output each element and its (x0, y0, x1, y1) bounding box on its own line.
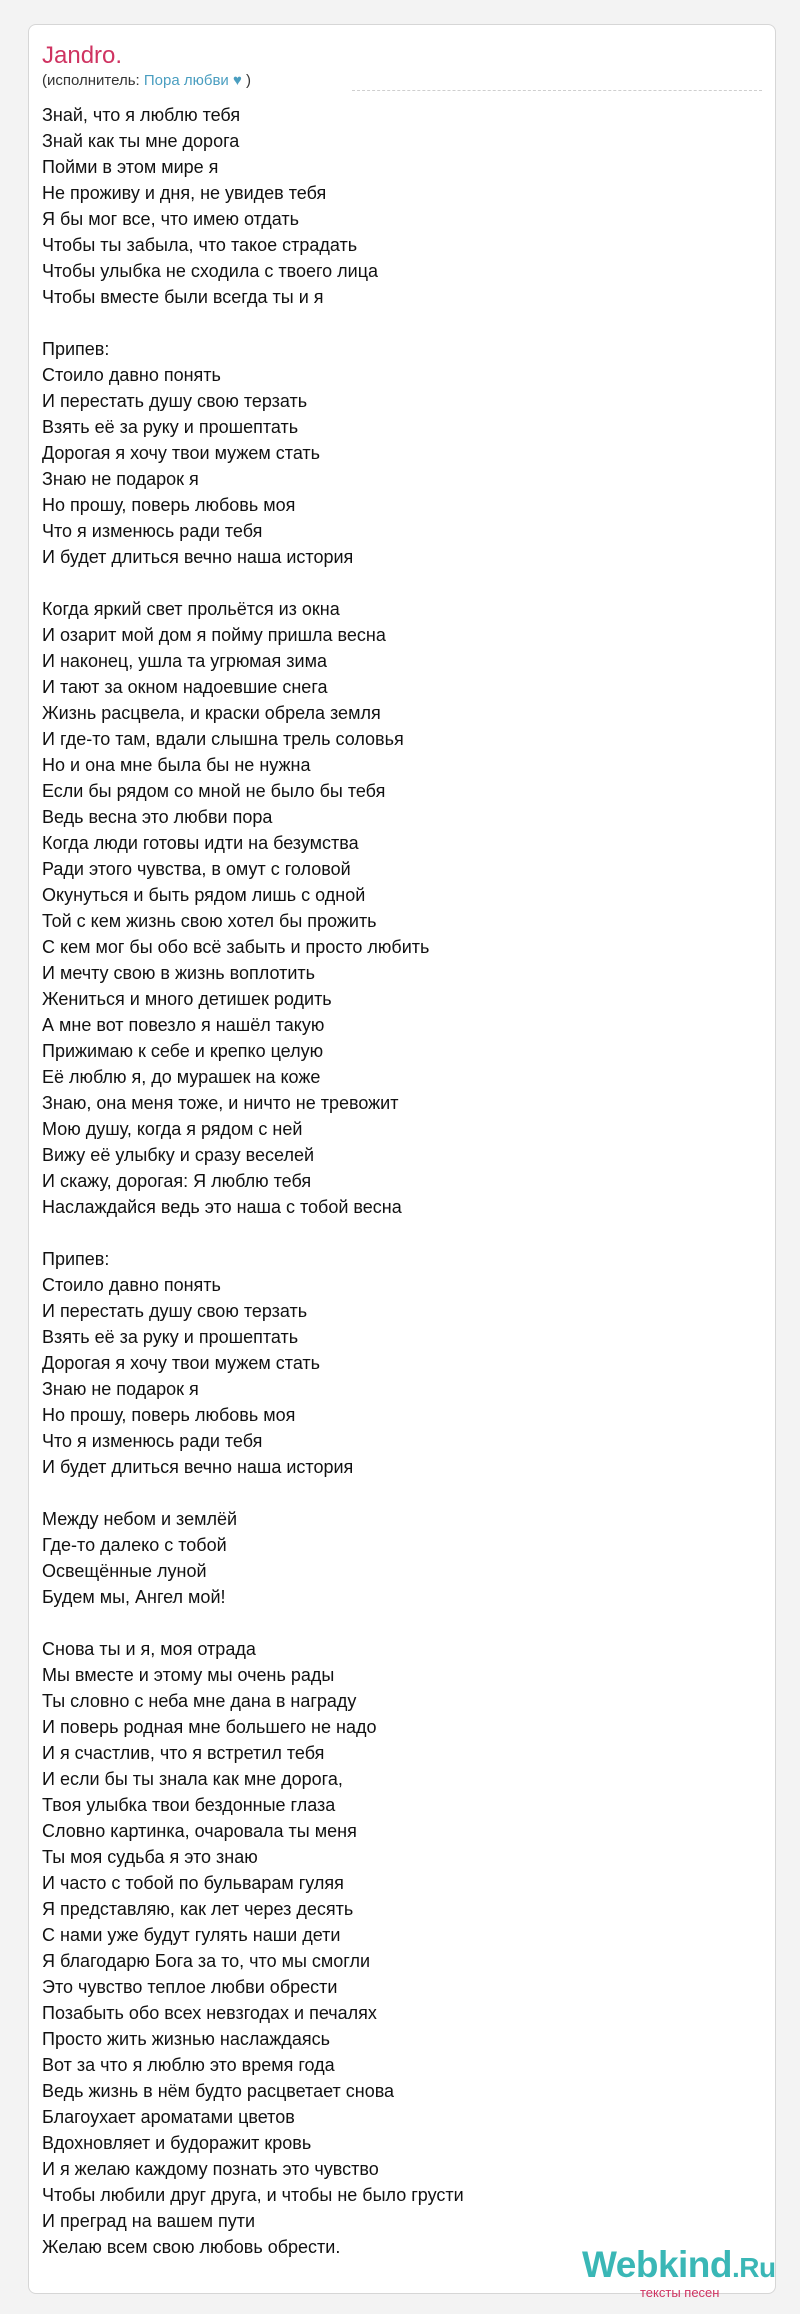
lyric-line: С кем мог бы обо всё забыть и просто любить (42, 937, 430, 957)
song-title: Jandro. (42, 42, 123, 69)
lyric-line: Ты словно с неба мне дана в награду (42, 1691, 357, 1711)
lyric-line: Чтобы ты забыла, что такое страдать (42, 235, 358, 255)
blank-line (42, 570, 762, 596)
lyric-line: Будем мы, Ангел мой! (42, 1587, 226, 1607)
blank-line (42, 310, 762, 336)
lyric-line: И тают за окном надоевшие снега (42, 677, 328, 697)
lyric-line: Это чувство теплое любви обрести (42, 1977, 338, 1997)
artist-link[interactable] (144, 72, 242, 89)
lyric-line: И часто с тобой по бульварам гуляя (42, 1873, 344, 1893)
lyric-line: Снова ты и я, моя отрада (42, 1639, 256, 1659)
heart-icon: ♥ (232, 72, 242, 89)
lyric-line: Взять её за руку и прошептать (42, 417, 299, 437)
lyric-line: Прижимаю к себе и крепко целую (42, 1041, 324, 1061)
blank-line (42, 1480, 762, 1506)
lyric-line: Стоило давно понять (42, 1275, 221, 1295)
lyric-line: Ты моя судьба я это знаю (42, 1847, 258, 1867)
lyric-line: А мне вот повезло я нашёл такую (42, 1015, 325, 1035)
lyric-line: Чтобы любили друг друга, и чтобы не было грусти (42, 2185, 464, 2205)
lyric-line: Жизнь расцвела, и краски обрела земля (42, 703, 381, 723)
lyric-line: Знай как ты мне дорога (42, 131, 240, 151)
lyric-line: Вдохновляет и будоражит кровь (42, 2133, 312, 2153)
performer-line (42, 71, 251, 91)
lyric-line: Не проживу и дня, не увидев тебя (42, 183, 327, 203)
lyric-line: Я представляю, как лет через десять (42, 1899, 354, 1919)
lyric-line: И перестать душу свою терзать (42, 391, 308, 411)
lyric-line: Когда яркий свет прольётся из окна (42, 599, 340, 619)
lyric-line: Когда люди готовы идти на безумства (42, 833, 359, 853)
lyric-line: Пойми в этом мире я (42, 157, 219, 177)
lyric-line: Знаю не подарок я (42, 469, 199, 489)
lyric-line: И скажу, дорогая: Я люблю тебя (42, 1171, 312, 1191)
lyric-line: Жениться и много детишек родить (42, 989, 332, 1009)
lyric-line: Но прошу, поверь любовь моя (42, 495, 296, 515)
lyric-line: Её люблю я, до мурашек на коже (42, 1067, 321, 1087)
lyric-line: И преград на вашем пути (42, 2211, 255, 2231)
lyric-line: Но прошу, поверь любовь моя (42, 1405, 296, 1425)
lyric-line: Я благодарю Бога за то, что мы смогли (42, 1951, 371, 1971)
blank-line (42, 1220, 762, 1246)
lyric-line: И наконец, ушла та угрюмая зима (42, 651, 327, 671)
logo-web: Web (582, 2244, 658, 2285)
lyric-line: Припев: (42, 339, 110, 359)
lyric-line: Чтобы вместе были всегда ты и я (42, 287, 324, 307)
lyric-line: Ради этого чувства, в омут с головой (42, 859, 351, 879)
performer-suffix: ) (241, 72, 252, 89)
logo-kind: kind (657, 2244, 732, 2285)
lyric-line: Припев: (42, 1249, 110, 1269)
lyric-line: Где-то далеко с тобой (42, 1535, 227, 1555)
lyric-line: И я желаю каждому познать это чувство (42, 2159, 379, 2179)
artist-name: Пора любви (143, 72, 229, 89)
lyric-line: Вот за что я люблю это время года (42, 2055, 335, 2075)
lyric-line: Той с кем жизнь свою хотел бы прожить (42, 911, 377, 931)
lyric-line: И поверь родная мне большего не надо (42, 1717, 377, 1737)
lyric-line: И перестать душу свою терзать (42, 1301, 308, 1321)
lyric-line: Твоя улыбка твои бездонные глаза (42, 1795, 336, 1815)
lyric-line: Ведь весна это любви пора (42, 807, 273, 827)
lyric-line: И озарит мой дом я пойму пришла весна (42, 625, 386, 645)
lyric-line: Что я изменюсь ради тебя (42, 521, 263, 541)
lyric-line: Вижу её улыбку и сразу веселей (42, 1145, 315, 1165)
lyric-line: Желаю всем свою любовь обрести. (42, 2237, 341, 2257)
lyric-line: И если бы ты знала как мне дорога, (42, 1769, 343, 1789)
lyric-line: Мы вместе и этому мы очень рады (42, 1665, 335, 1685)
lyric-line: И мечту свою в жизнь воплотить (42, 963, 316, 983)
header-divider (352, 90, 762, 91)
lyric-line: Мою душу, когда я рядом с ней (42, 1119, 303, 1139)
lyric-line: И я счастлив, что я встретил тебя (42, 1743, 325, 1763)
lyric-line: Просто жить жизнью наслаждаясь (42, 2029, 331, 2049)
lyric-line: Между небом и землёй (42, 1509, 238, 1529)
lyrics-block (42, 102, 762, 2260)
logo-tagline: тексты песен (640, 2285, 720, 2300)
lyric-line: И где-то там, вдали слышна трель соловья (42, 729, 404, 749)
lyric-line: Наслаждайся ведь это наша с тобой весна (42, 1197, 402, 1217)
lyric-line: С нами уже будут гулять наши дети (42, 1925, 341, 1945)
lyric-line: Но и она мне была бы не нужна (42, 755, 311, 775)
lyric-line: И будет длиться вечно наша история (42, 1457, 354, 1477)
logo-wordmark (582, 2243, 776, 2290)
lyric-line: Чтобы улыбка не сходила с твоего лица (42, 261, 379, 281)
lyric-line: Что я изменюсь ради тебя (42, 1431, 263, 1451)
lyric-line: Знаю не подарок я (42, 1379, 199, 1399)
lyric-line: Знай, что я люблю тебя (42, 105, 241, 125)
lyric-line: Взять её за руку и прошептать (42, 1327, 299, 1347)
lyric-line: Окунуться и быть рядом лишь с одной (42, 885, 366, 905)
blank-line (42, 1610, 762, 1636)
lyric-line: Дорогая я хочу твои мужем стать (42, 443, 321, 463)
lyric-line: Я бы мог все, что имею отдать (42, 209, 299, 229)
lyric-line: Если бы рядом со мной не было бы тебя (42, 781, 386, 801)
lyric-line: Ведь жизнь в нём будто расцветает снова (42, 2081, 395, 2101)
performer-prefix: (исполнитель: (42, 72, 144, 89)
lyric-line: Позабыть обо всех невзгодах и печалях (42, 2003, 377, 2023)
lyric-line: Знаю, она меня тоже, и ничто не тревожит (42, 1093, 399, 1113)
lyric-line: Стоило давно понять (42, 365, 221, 385)
lyric-line: Дорогая я хочу твои мужем стать (42, 1353, 321, 1373)
lyric-line: Словно картинка, очаровала ты меня (42, 1821, 357, 1841)
lyric-line: Благоухает ароматами цветов (42, 2107, 295, 2127)
lyric-line: Освещённые луной (42, 1561, 207, 1581)
logo-ru: .Ru (732, 2252, 776, 2283)
webkind-logo[interactable] (582, 2243, 776, 2303)
lyric-line: И будет длиться вечно наша история (42, 547, 354, 567)
